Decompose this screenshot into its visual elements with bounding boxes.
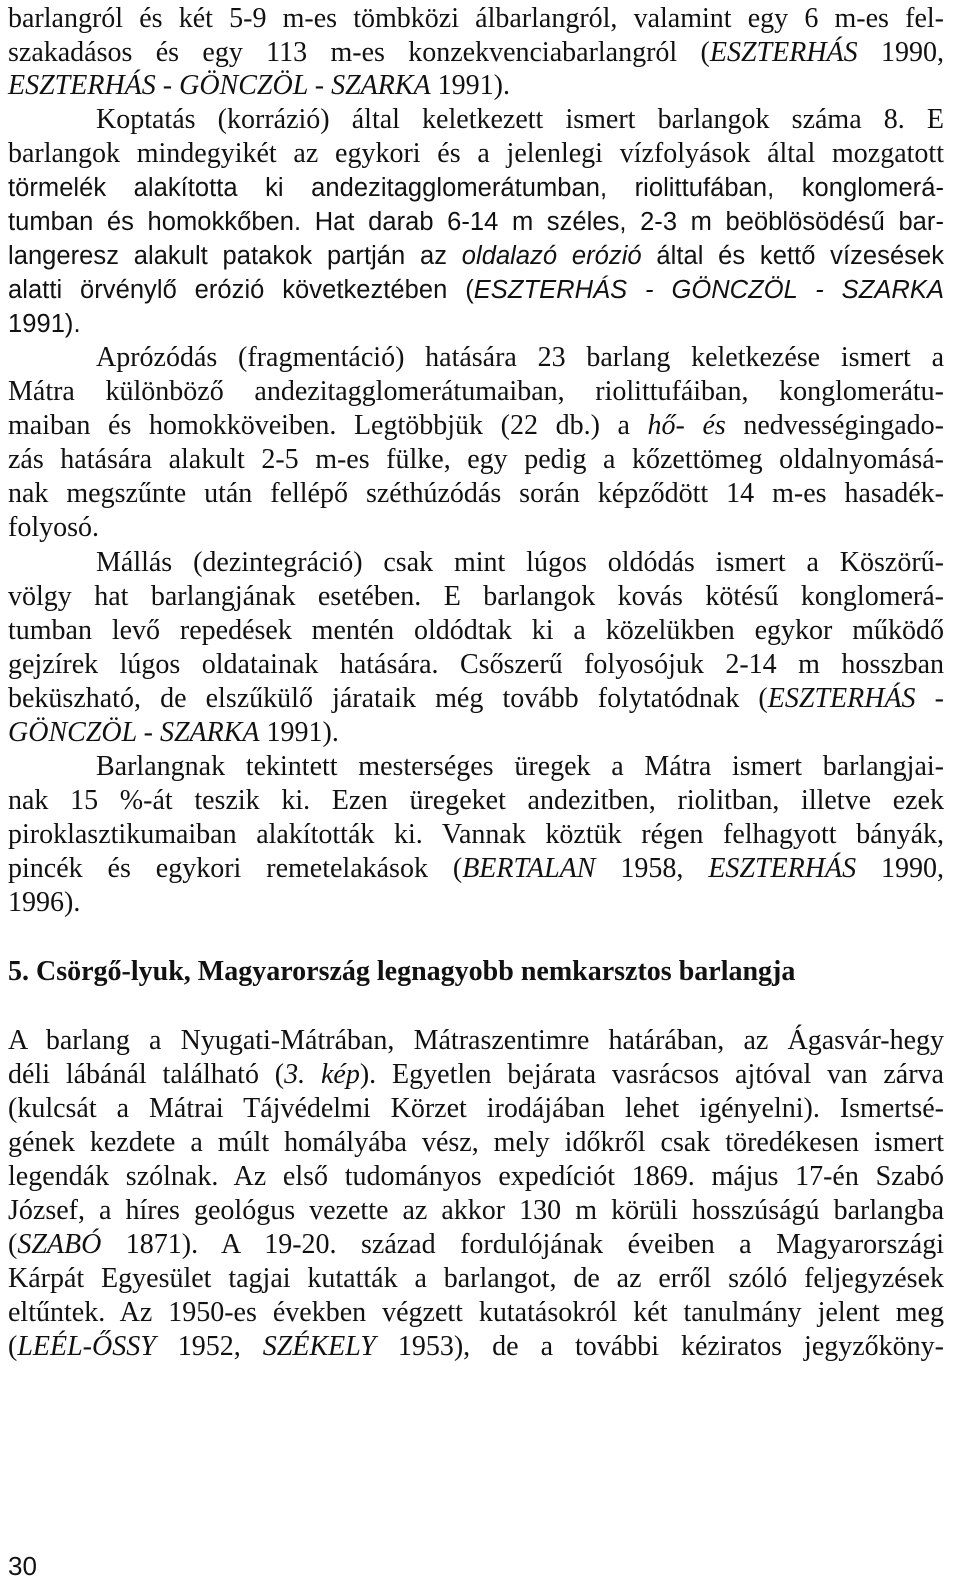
text-line: folyosó. [8,512,99,543]
text-line: József, a híres geológus vezette az akkor 130 m körüli hosszúságú barlangba [8,1195,944,1226]
text-line: gének kezdete a múlt homályába vész, mely időkről csak töredékesen ismert [8,1127,944,1158]
text-line: barlangról és két 5-9 m-es tömbközi álbarlangról, valamint egy 6 m-es fel- [8,3,944,34]
section-heading: 5. Csörgő-lyuk, Magyarország legnagyobb nemkarsztos barlangja [8,956,796,987]
text-line: törmelék alakította ki andezitagglomerátumban, riolittufában, konglomerá- [8,174,944,202]
text-line: (kulcsát a Mátrai Tájvédelmi Körzet irodájában lehet igényelni). Ismertsé- [8,1093,944,1124]
text-line: ESZTERHÁS - GÖNCZÖL - SZARKA 1991). [8,70,510,101]
text-line: Mállás (dezintegráció) csak mint lúgos oldódás ismert a Köszörű- [96,547,944,578]
text-line: Aprózódás (fragmentáció) hatására 23 barlang keletkezése ismert a [96,342,944,373]
text-line: Kárpát Egyesület tagjai kutatták a barlangot, de az erről szóló feljegyzések [8,1263,944,1294]
text-line: barlangok mindegyikét az egykori és a jelenlegi vízfolyások által mozgatott [8,138,944,169]
text-line: pincék és egykori remetelakások (BERTALAN 1958, ESZTERHÁS 1990, [8,853,945,884]
text-line: tumban és homokkőben. Hat darab 6-14 m széles, 2-3 m beöblösödésű bar- [8,208,944,236]
text-line: 1996). [8,887,81,918]
text-line: szakadásos és egy 113 m-es konzekvenciabarlangról (ESZTERHÁS 1990, [8,37,944,68]
text-line: maiban és homokköveiben. Legtöbbjük (22 db.) a hő- és nedvességingado- [8,410,944,441]
text-line: Mátra különböző andezitagglomerátumaiban, riolittufáiban, konglomerátu- [8,376,944,407]
text-line: langeresz alakult patakok partján az oldalazó erózió által és kettő vízesések [8,242,945,270]
text-line: eltűntek. Az 1950-es években végzett kutatásokról két tanulmány jelent meg [8,1297,944,1328]
text-line: nak 15 %-át teszik ki. Ezen üregeket andezitben, riolitban, illetve ezek [8,785,944,816]
text-line: (SZABÓ 1871). A 19-20. század fordulójának éveiben a Magyarországi [8,1229,944,1260]
text-line: gejzírek lúgos oldatainak hatására. Csőszerű folyosójuk 2-14 m hosszban [8,649,944,680]
text-line: déli lábánál található (3. kép). Egyetlen bejárata vasrácsos ajtóval van zárva [8,1059,944,1090]
text-line: völgy hat barlangjának esetében. E barlangok kovás kötésű konglomerá- [8,581,944,612]
text-line: alatti örvénylő erózió következtében (ESZTERHÁS - GÖNCZÖL - SZARKA [8,276,944,304]
text-line: GÖNCZÖL - SZARKA 1991). [8,717,339,748]
text-line: Barlangnak tekintett mesterséges üregek a Mátra ismert barlangjai- [96,751,944,782]
text-line: A barlang a Nyugati-Mátrában, Mátraszentimre határában, az Ágasvár-hegy [8,1025,944,1056]
text-line: nak megszűnte után fellépő széthúzódás során képződött 14 m-es hasadék- [8,478,944,509]
text-line: 1991). [8,310,81,338]
text-line: legendák szólnak. Az első tudományos expedíciót 1869. május 17-én Szabó [8,1161,944,1192]
text-line: Koptatás (korrázió) által keletkezett ismert barlangok száma 8. E [96,104,944,135]
text-line: beküszható, de elszűkülő járataik még tovább folytatódnak (ESZTERHÁS - [8,683,944,714]
page-number: 30 [8,1551,37,1581]
text-line: tumban levő repedések mentén oldódtak ki a közelükben egykor működő [8,615,944,646]
text-line: zás hatására alakult 2-5 m-es fülke, egy pedig a kőzettömeg oldalnyomásá- [8,444,944,475]
text-line: (LEÉL-ŐSSY 1952, SZÉKELY 1953), de a további kéziratos jegyzőköny- [8,1331,945,1362]
text-line: piroklasztikumaiban alakították ki. Vannak köztük régen felhagyott bányák, [8,819,944,850]
